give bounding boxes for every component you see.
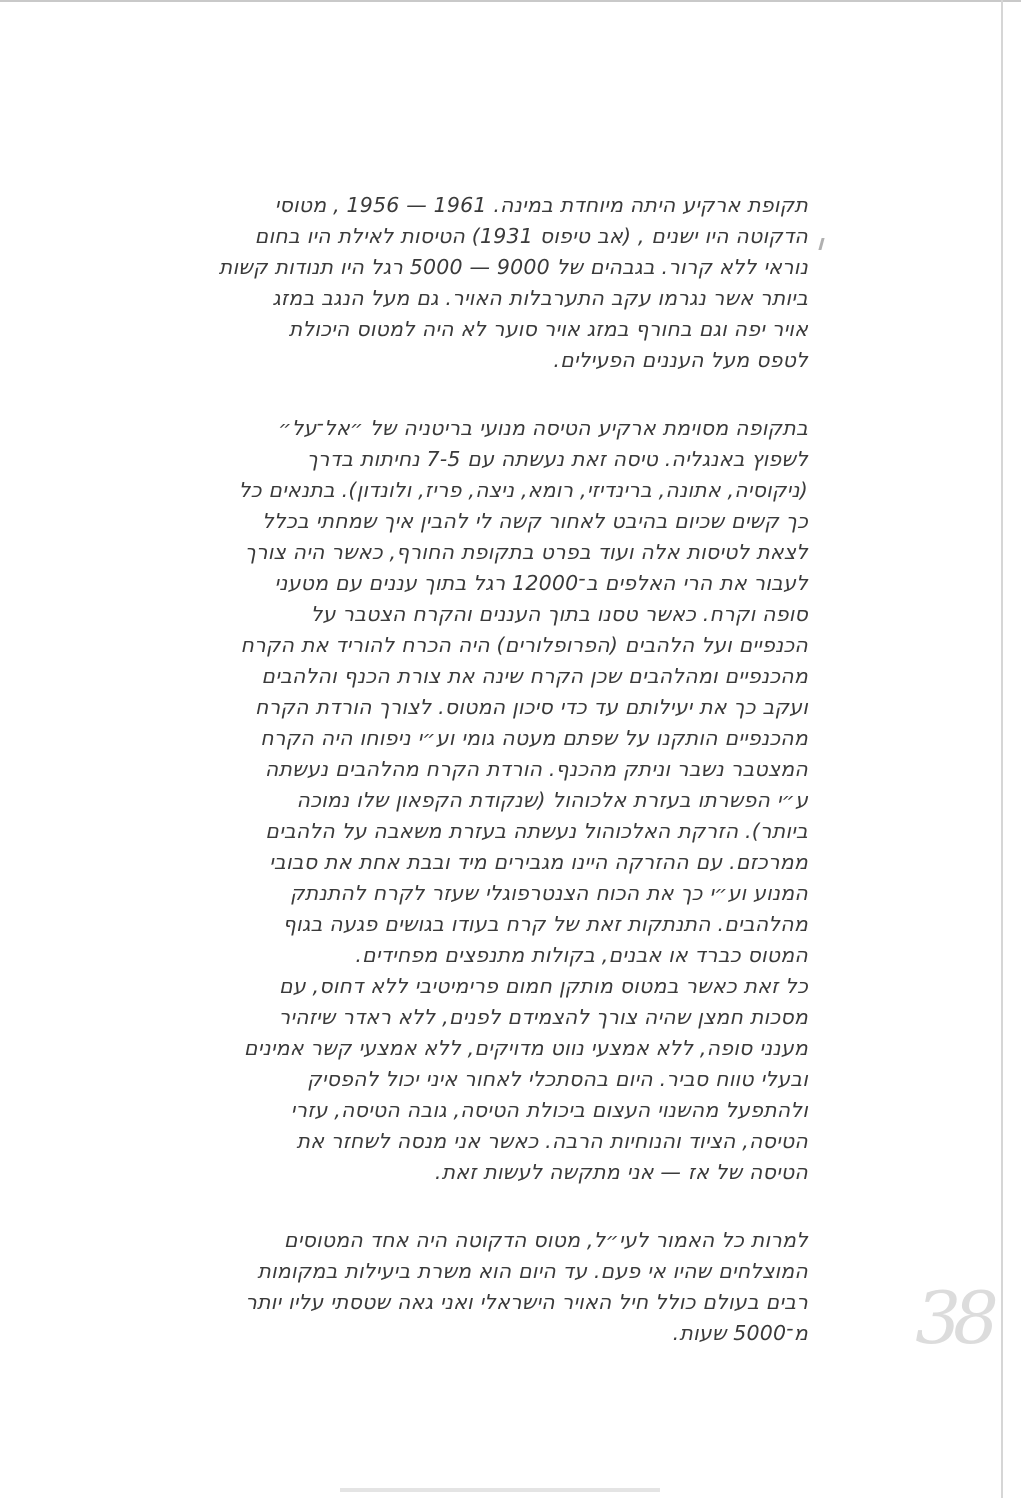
- text-line: תקופת ארקיע היתה מיוחדת במינה. 1961 — 1956 , מטוסי: [274, 193, 808, 217]
- stray-pen-mark: [818, 238, 824, 250]
- text-line: הטיסה של אז — אני מתקשה לעשות זאת.: [434, 1160, 808, 1184]
- text-line: ובעלי טווח סביר. היום בהסתכלי לאחור איני יכול להפסיק: [307, 1067, 808, 1091]
- text-line: מ־5000 שעות.: [672, 1321, 808, 1345]
- text-line: לטפס מעל העננים הפעילים.: [553, 348, 808, 372]
- page-right-edge: [1001, 0, 1003, 1498]
- text-line: הכנפיים ועל הלהבים (הפרופלורים) היה הכרח להוריד את הקרח: [240, 633, 808, 657]
- text-line: רבים בעולם כולל חיל האויר הישראלי ואני גאה שטסתי עליו יותר: [245, 1290, 808, 1314]
- text-line: ממרכזם. עם ההזרקה היינו מגבירים מיד ובבת אחת את סבובי: [269, 850, 808, 874]
- text-line: למרות כל האמור לעי״ל, מטוס הדקוטה היה אחד המטוסים: [283, 1228, 808, 1252]
- text-line: המנוע וע״י כך את הכוח הצנטרפוגלי שעזר לקרח להתנתק: [290, 881, 808, 905]
- text-line: אויר יפה וגם בחורף במזג אויר סוער לא היה למטוס היכולת: [288, 317, 808, 341]
- text-line: (ניקוסיה, אתונה, ברינדיזי, רומא, ניצה, פריז, ולונדון). בתנאים כל: [238, 478, 808, 502]
- text-line: בתקופה מסוימת ארקיע הטיסה מנועי בריטניה של ״אל־על״: [278, 416, 808, 440]
- text-line: ביותר). הזרקת האלכוהול נעשתה בעזרת משאבה על הלהבים: [265, 819, 808, 843]
- text-line: המצטבר נשבר וניתק מהכנף. הורדת הקרח מהלהבים נעשתה: [264, 757, 808, 781]
- text-line: ועקב כך את יעילותם עד כדי סיכון המטוס. לצורך הורדת הקרח: [255, 695, 808, 719]
- text-line: ביותר אשר נגרמו עקב התערבלות האויר. גם מעל הנגב במזג: [272, 286, 808, 310]
- page-number: 38: [915, 1276, 991, 1360]
- text-line: מהכנפיים ומהלהבים שכן הקרח שינה את צורת הכנף והלהבים: [261, 664, 808, 688]
- text-line: כל זאת כאשר במטוס מותקן חמום פרימיטיבי ללא דחוס, עם: [278, 974, 808, 998]
- text-line: המוצלחים שהיו אי פעם. עד היום הוא משרת ביעילות במקומות: [257, 1259, 808, 1283]
- text-line: המטוס כברד או אבנים, בקולות מתנפצים מפחידים.: [355, 943, 808, 967]
- paragraph-arkia-period: [200, 190, 808, 376]
- text-line: הטיסה, הציוד והנוחיות הרבה. כאשר אני מנסה לשחזר את: [296, 1129, 808, 1153]
- text-line: לשפוץ באנגליה. טיסה זאת נעשתה עם 7-5 נחיתות בדרך: [306, 447, 808, 471]
- text-line: מענני סופה, ללא אמצעי נווט מדויקים, ללא אמצעי קשר אמינים: [243, 1036, 808, 1060]
- text-line: לצאת לטיסות אלה ועוד בפרט בתקופת החורף, כאשר היה צורך: [244, 540, 808, 564]
- page-top-edge: [0, 0, 1021, 2]
- text-line: מהכנפיים הותקנו על שפתם מעטה גומי וע״י ניפוחו היה הקרח: [260, 726, 808, 750]
- text-line: כך קשים שכיום בהיבט לאחור קשה לי להבין איך שמחתי בכלל: [262, 509, 808, 533]
- paragraph-dakota-summary: [200, 1225, 808, 1349]
- text-line: הדקוטה היו ישנים , (אב טיפוס 1931) הטיסות לאילת היו בחום: [254, 224, 808, 248]
- body-text: [200, 190, 808, 1349]
- text-line: ע״י הפשרתו בעזרת אלכוהול (שנקודת הקפאון שלו נמוכה: [296, 788, 808, 812]
- bottom-scan-smudge: [340, 1488, 660, 1492]
- text-line: לעבור את הרי האלפים ב־12000 רגל בתוך עננים עם מטעני: [274, 571, 808, 595]
- text-line: מהלהבים. התנתקות זאת של קרח בעודו בגושים פגעה בגוף: [282, 912, 808, 936]
- text-line: מסכות חמצן שהיה צורך להצמידם לפנים, ללא ראדר שיזהיר: [278, 1005, 808, 1029]
- text-line: נוראי ללא קרור. בגבהים של 9000 — 5000 רגל היו תנודות קשות: [218, 255, 808, 279]
- text-line: ולהתפעל מהשנוי העצום ביכולת הטיסה, גובה הטיסה, עזרי: [290, 1098, 808, 1122]
- text-line: סופה וקרח. כאשר טסנו בתוך העננים והקרח הצטבר על: [310, 602, 808, 626]
- paragraph-england-flights: [200, 413, 808, 1188]
